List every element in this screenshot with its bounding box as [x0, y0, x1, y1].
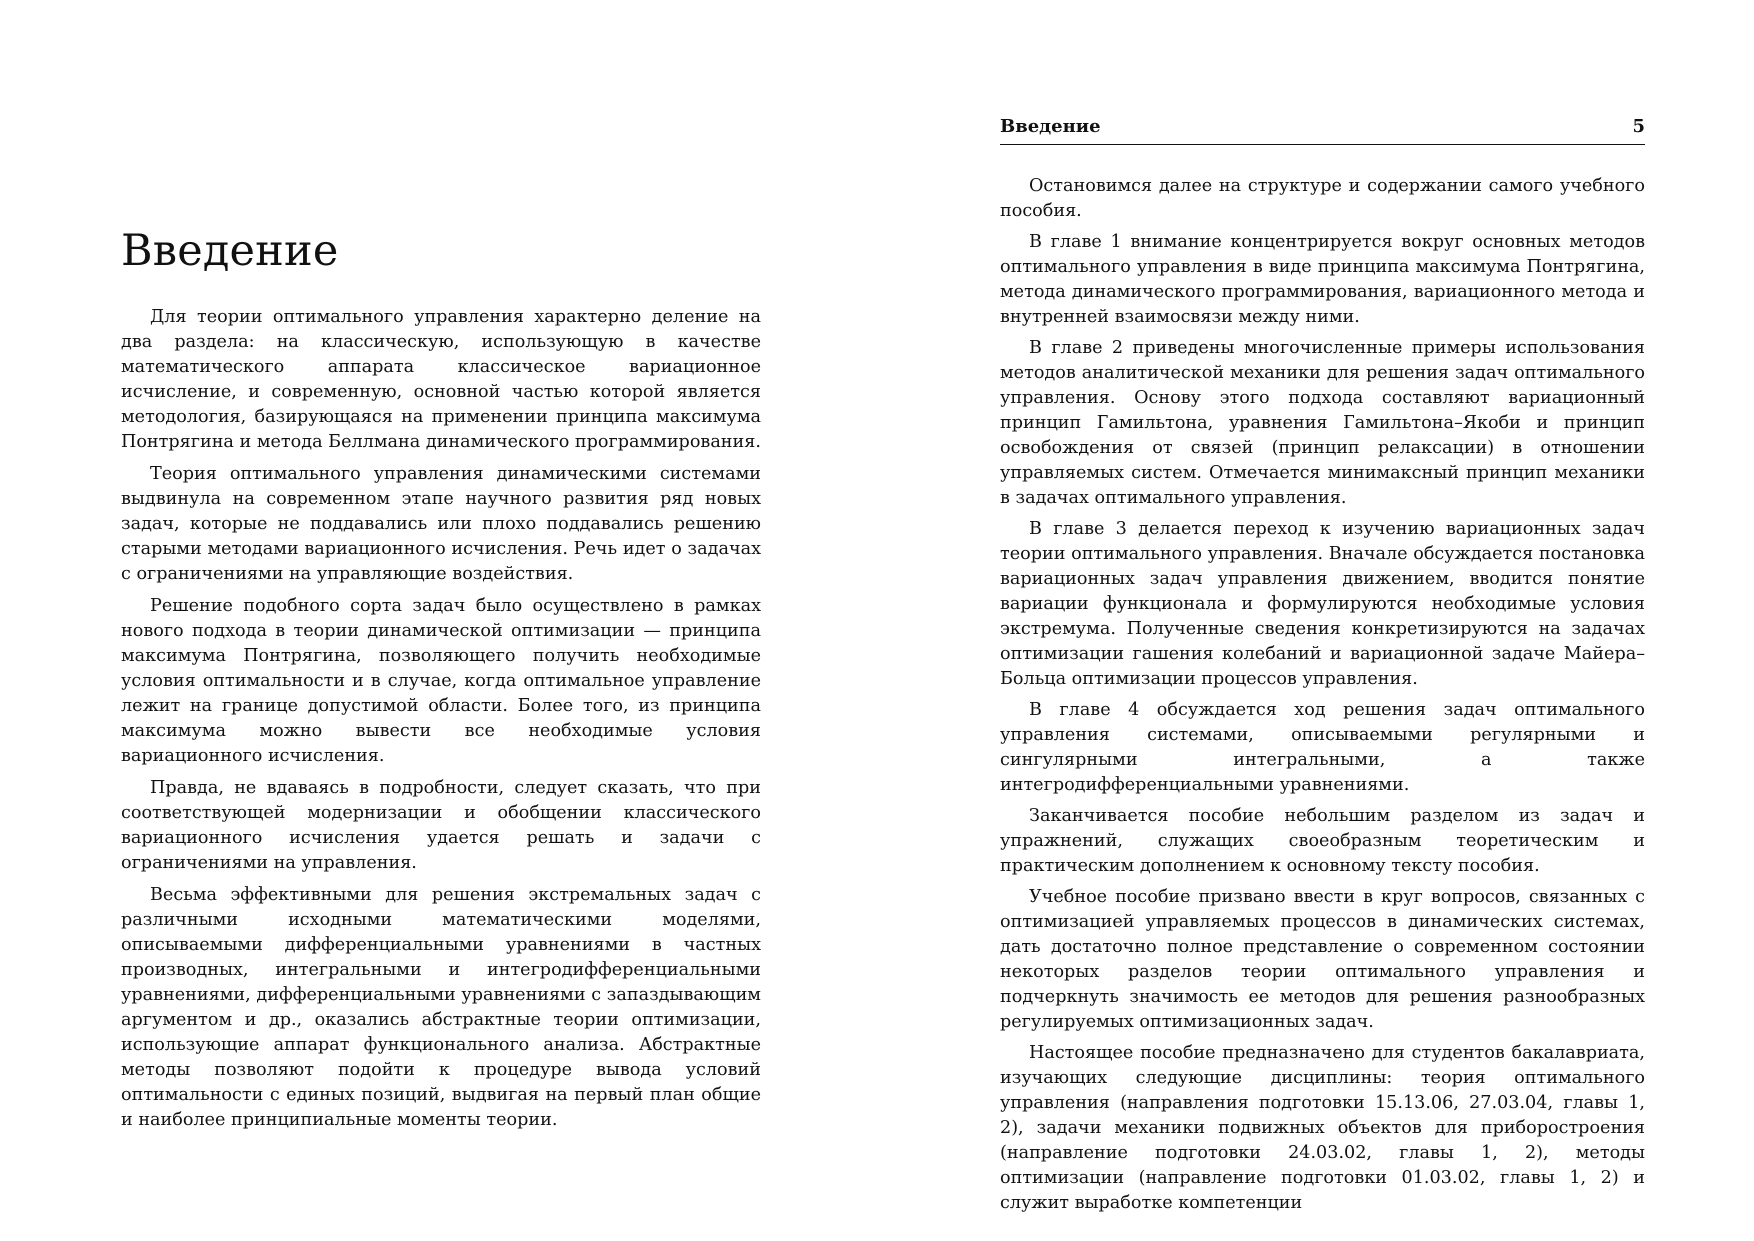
paragraph: Теория оптимального управления динамическими системами выдвинула на современном этапе научного развития ряд новых задач, которые не поддавались или плохо поддавались решению старыми методами вариационного исчисления. Речь идет о задачах с ограничениями на управляющие воздействия.: [121, 464, 761, 584]
chapter-title: Введение: [121, 226, 339, 276]
paragraph: Решение подобного сорта задач было осуществлено в рамках нового подхода в теории динамической оптимизации — принципа максимума Понтрягина, позволяющего получить необходимые условия оптимальности и в случае, когда оптимальное управление лежит на границе допустимой области. Более того, из принципа максимума можно вывести все необходимые условия вариационного исчисления.: [121, 596, 761, 766]
paragraph: В главе 3 делается переход к изучению вариационных задач теории оптимального управления. Вначале обсуждается постановка вариационных задач управления движением, вводится понятие вариации функционала и формулируются необходимые условия экстремума. Полученные сведения конкретизируются на задачах оптимизации гашения колебаний и вариационной задаче Майера–Больца оптимизации процессов управления.: [1000, 519, 1645, 689]
running-head: [1000, 116, 1645, 145]
paragraph: Весьма эффективными для решения экстремальных задач с различными исходными математическими моделями, описываемыми дифференциальными уравнениями в частных производных, интегральными и интегродифференциальными уравнениями, дифференциальными уравнениями с запаздывающим аргументом и др., оказались абстрактные теории оптимизации, использующие аппарат функционального анализа. Абстрактные методы позволяют подойти к процедуре вывода условий оптимальности с единых позиций, выдвигая на первый план общие и наиболее принципиальные моменты теории.: [121, 885, 761, 1130]
right-page: [877, 0, 1754, 1241]
running-head-title: Введение: [1000, 116, 1101, 137]
right-page-body: [1000, 174, 1645, 1222]
paragraph: Для теории оптимального управления характерно деление на два раздела: на классическую, использующую в качестве математического аппарата классическое вариационное исчисление, и современную, основной частью которой является методология, базирующаяся на применении принципа максимума Понтрягина и метода Беллмана динамического программирования.: [121, 307, 761, 452]
paragraph: Учебное пособие призвано ввести в круг вопросов, связанных с оптимизацией управляемых процессов в динамических системах, дать достаточно полное представление о современном состоянии некоторых разделов теории оптимального управления и подчеркнуть значимость ее методов для решения разнообразных регулируемых оптимизационных задач.: [1000, 887, 1645, 1032]
paragraph: В главе 1 внимание концентрируется вокруг основных методов оптимального управления в виде принципа максимума Понтрягина, метода динамического программирования, вариационного метода и внутренней взаимосвязи между ними.: [1000, 232, 1645, 327]
paragraph: Заканчивается пособие небольшим разделом из задач и упражнений, служащих своеобразным теоретическим и практическим дополнением к основному тексту пособия.: [1000, 806, 1645, 876]
paragraph: Правда, не вдаваясь в подробности, следует сказать, что при соответствующей модернизации и обобщении классического вариационного исчисления удается решать и задачи с ограничениями на управления.: [121, 778, 761, 873]
paragraph: В главе 4 обсуждается ход решения задач оптимального управления системами, описываемыми регулярными и сингулярными интегральными, а также интегродифференциальными уравнениями.: [1000, 700, 1645, 795]
paragraph: Настоящее пособие предназначено для студентов бакалавриата, изучающих следующие дисциплины: теория оптимального управления (направления подготовки 15.13.06, 27.03.04, главы 1, 2), задачи механики подвижных объектов для приборостроения (направление подготовки 24.03.02, главы 1, 2), методы оптимизации (направление подготовки 01.03.02, главы 1, 2) и служит выработке компетенции: [1000, 1043, 1645, 1213]
paragraph: Остановимся далее на структуре и содержании самого учебного пособия.: [1000, 176, 1645, 221]
page-number: 5: [1632, 116, 1645, 137]
left-page-body: [121, 305, 761, 1140]
paragraph: В главе 2 приведены многочисленные примеры использования методов аналитической механики для решения задач оптимального управления. Основу этого подхода составляют вариационный принцип Гамильтона, уравнения Гамильтона–Якоби и принцип освобождения от связей (принцип релаксации) в отношении управляемых систем. Отмечается минимаксный принцип механики в задачах оптимального управления.: [1000, 338, 1645, 508]
